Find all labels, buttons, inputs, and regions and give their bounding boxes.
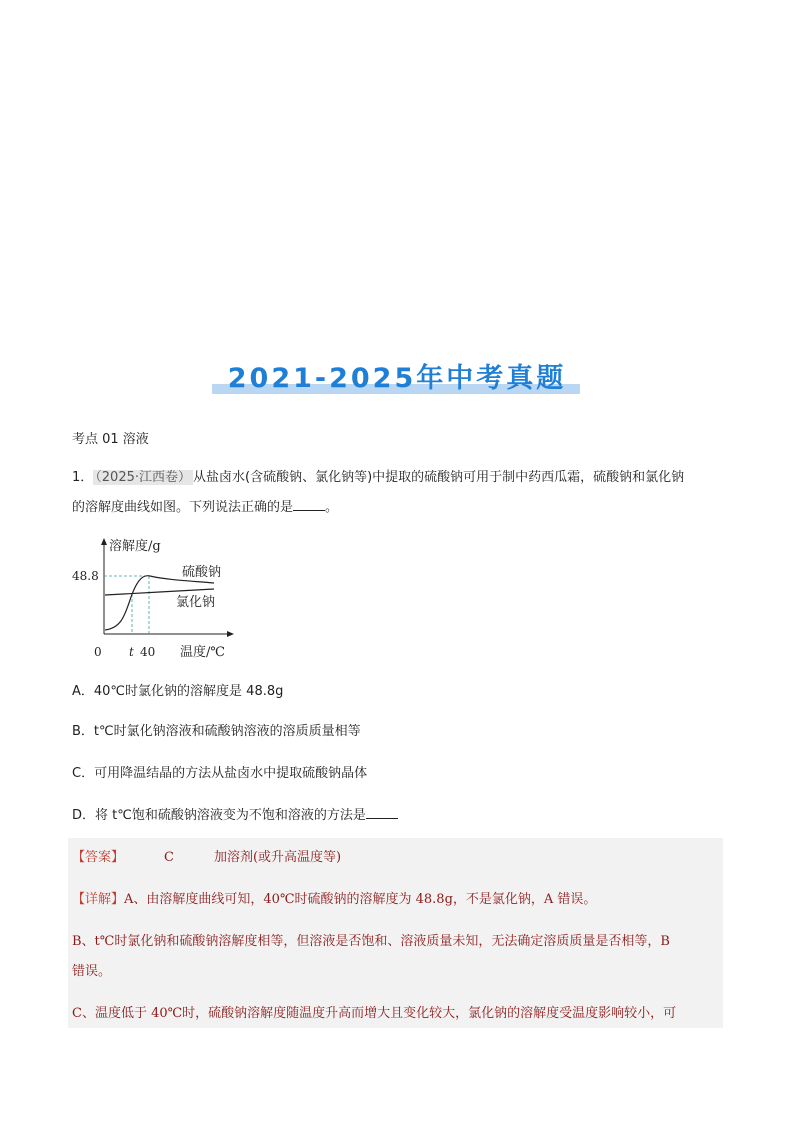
detail-line-b1: B、t℃时氯化钠和硫酸钠溶解度相等，但溶液是否饱和、溶液质量未知，无法确定溶质质量是否相等，B <box>72 934 670 949</box>
option-d-wrap <box>72 804 398 823</box>
question-line-1 <box>72 468 684 488</box>
detail-tag: 【详解】 <box>72 892 125 907</box>
y-axis-arrow <box>101 538 107 545</box>
x-tick-t: t <box>129 645 134 659</box>
page-title: 2021-2025年中考真题 <box>227 363 567 394</box>
detail-line-b2: 错误。 <box>72 964 112 979</box>
topic-label: 考点 01 溶液 <box>72 432 149 447</box>
detail-line-c: C、温度低于 40℃时，硫酸钠溶解度随温度升高而增大且变化较大，氯化钠的溶解度受温度影响较小，可 <box>72 1006 677 1021</box>
option-d: D．将 t℃饱和硫酸钠溶液变为不饱和溶液的方法是 <box>72 808 366 823</box>
detail-line-a <box>72 888 596 907</box>
y-axis-label: 溶解度/g <box>109 539 161 554</box>
solubility-chart <box>72 536 242 662</box>
detail-a-text: A、由溶解度曲线可知，40℃时硫酸钠的溶解度为 48.8g，不是氯化钠，A 错误。 <box>124 892 597 907</box>
option-b: B．t℃时氯化钠溶液和硫酸钠溶液的溶质质量相等 <box>72 724 361 739</box>
question-text-2: 的溶解度曲线如图。下列说法正确的是 <box>72 500 294 515</box>
answer-fill: 加溶剂(或升高温度等) <box>213 850 342 865</box>
question-line-2 <box>72 498 338 518</box>
question-text-1: 从盐卤水(含硫酸钠、氯化钠等)中提取的硫酸钠可用于制中药西瓜霜，硫酸钠和氯化钠 <box>193 470 685 485</box>
option-a: A．40℃时氯化钠的溶解度是 48.8g <box>72 684 284 699</box>
x-tick-40: 40 <box>140 645 156 659</box>
title-wrap <box>0 356 794 395</box>
question-source: （2025·江西卷） <box>95 470 191 485</box>
question-number: 1． <box>72 470 94 485</box>
answer-tag: 【答案】 <box>72 850 125 865</box>
answer-choice: C <box>164 850 174 865</box>
option-c: C．可用降温结晶的方法从盐卤水中提取硫酸钠晶体 <box>72 766 368 781</box>
x-axis-arrow <box>227 631 234 637</box>
y-tick-48-8: 48.8 <box>72 569 99 583</box>
x-axis-label: 温度/℃ <box>180 645 225 660</box>
series-label-sodium-chloride: 氯化钠 <box>176 595 216 610</box>
question-text-2-end: 。 <box>325 500 339 515</box>
answer-line <box>72 846 341 865</box>
origin-label: 0 <box>94 645 102 659</box>
answer-blank <box>293 498 325 511</box>
option-d-blank <box>366 806 398 819</box>
series-label-sodium-sulfate: 硫酸钠 <box>182 565 222 580</box>
